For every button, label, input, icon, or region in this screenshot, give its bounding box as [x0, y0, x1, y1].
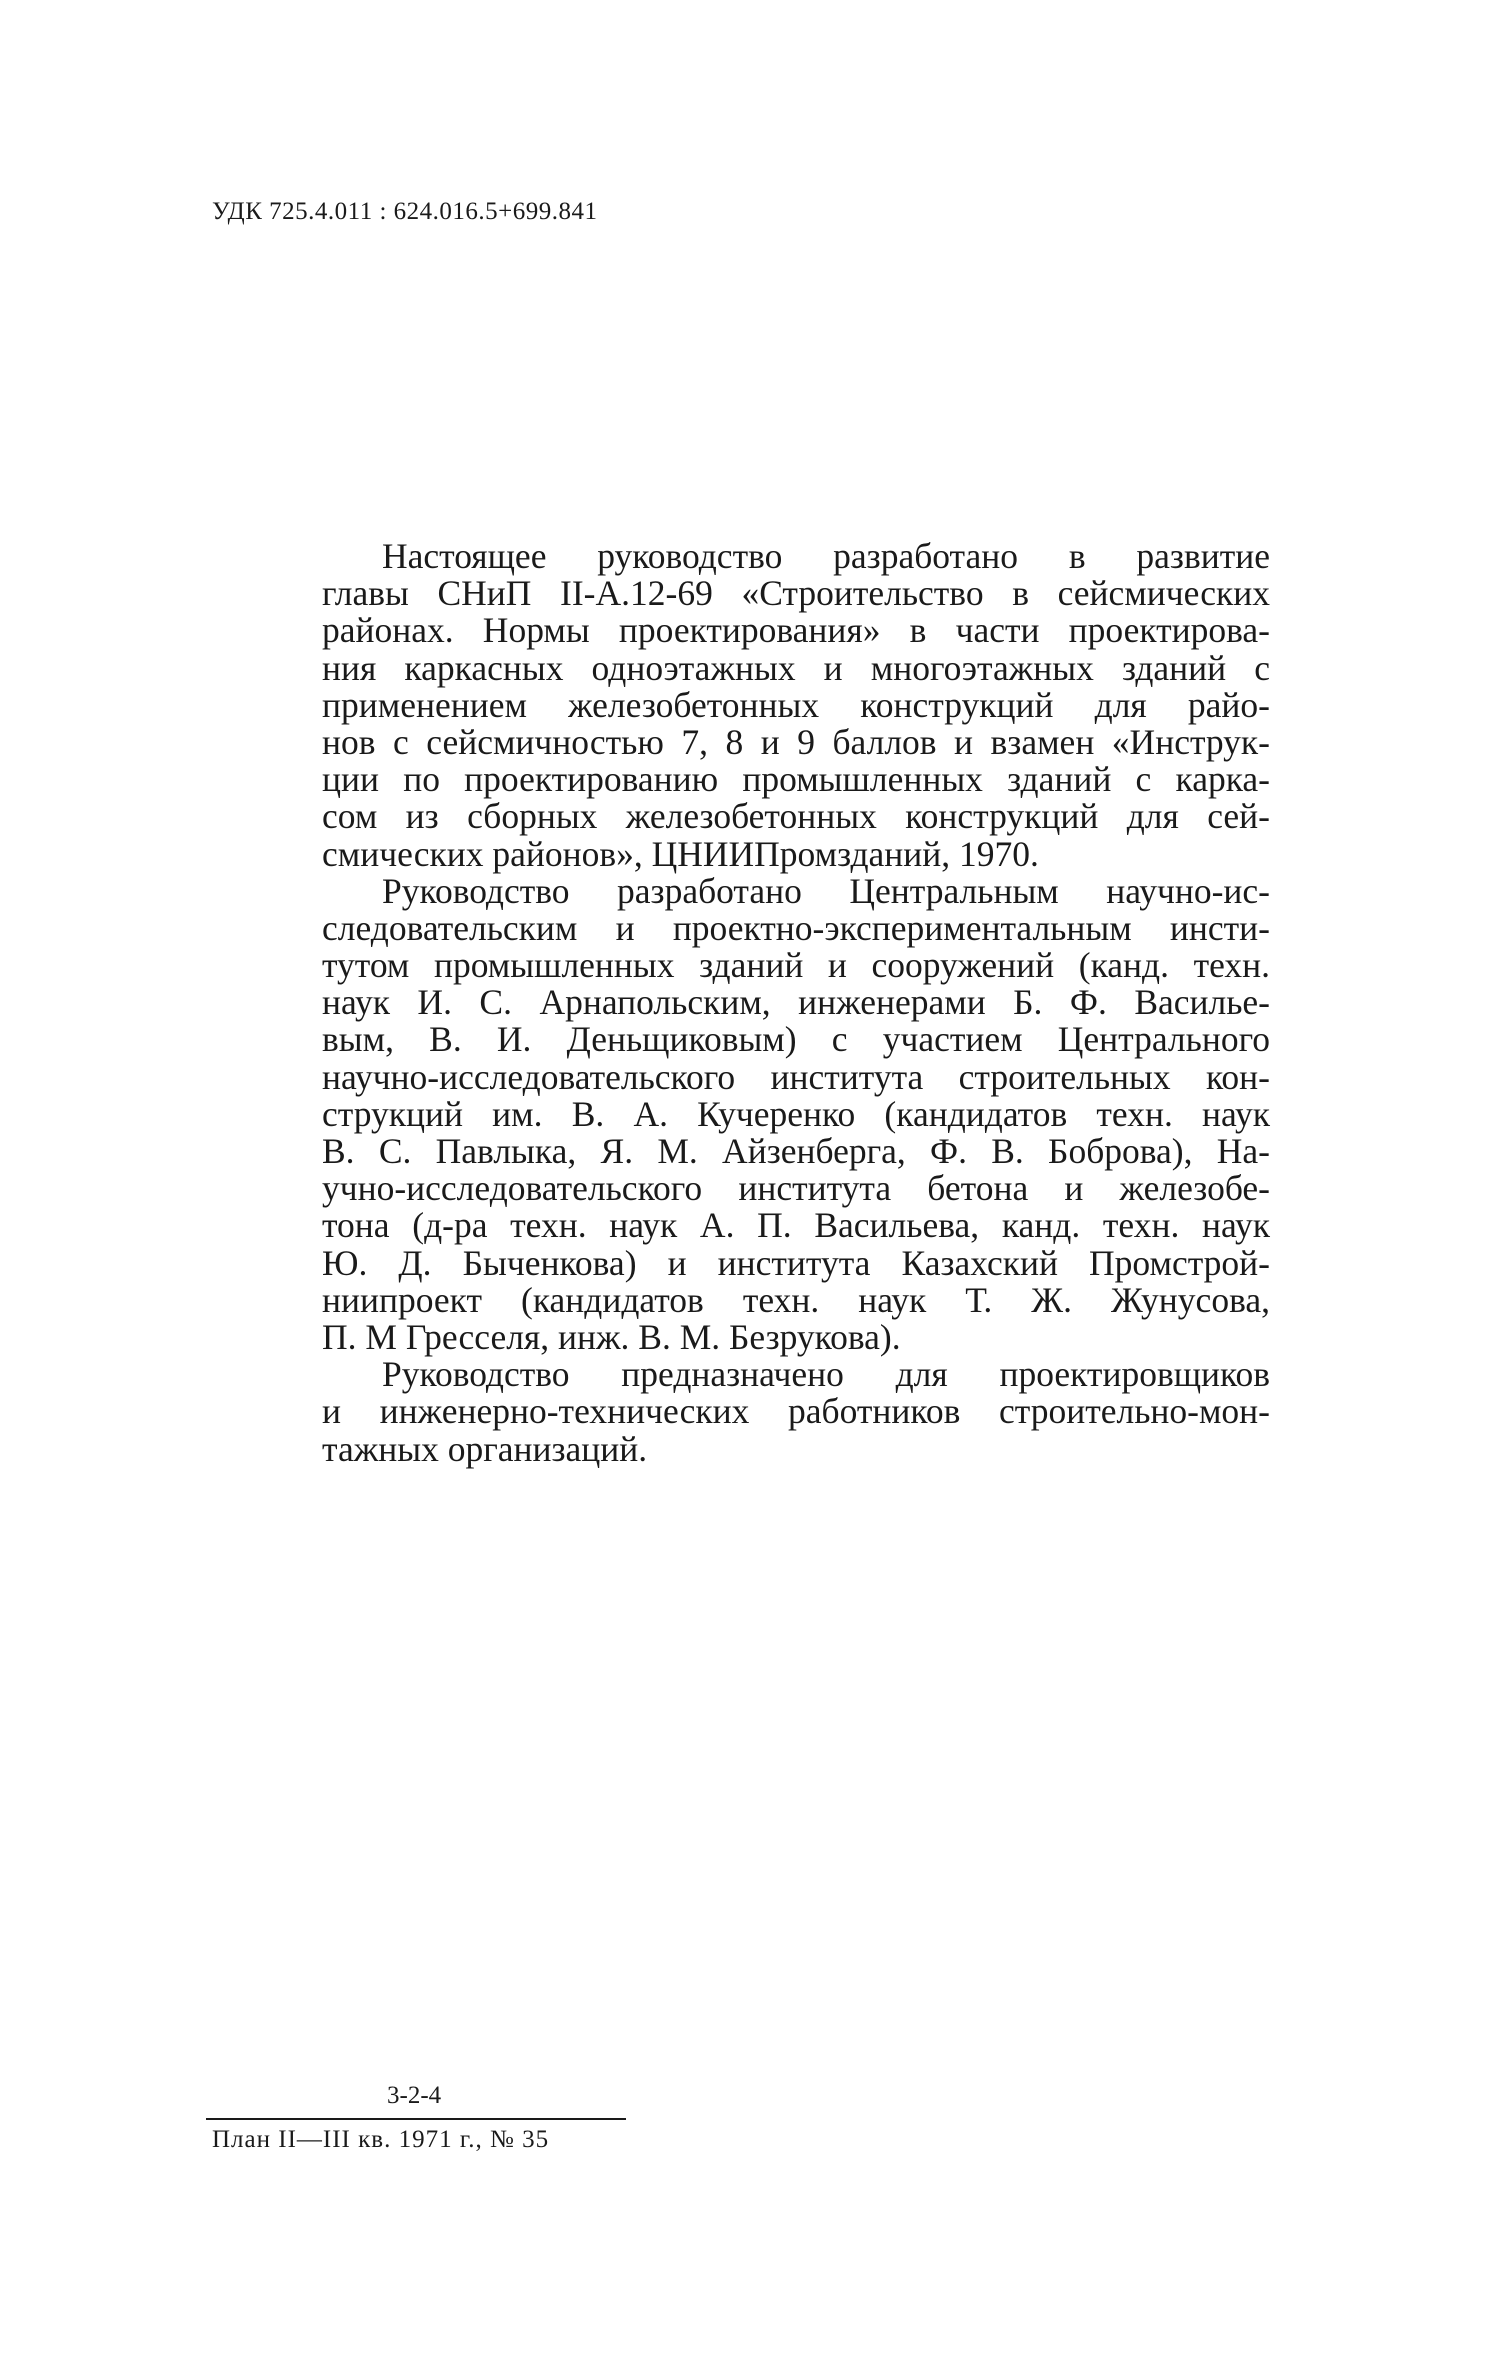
text-line: сом из сборных железобетонных конструкций для сей- [322, 796, 1270, 837]
paragraph-authors [322, 870, 1270, 1357]
text-line: научно-исследовательского института строительных кон- [322, 1056, 1270, 1097]
text-line: Руководство предназначено для проектировщиков [382, 1354, 1270, 1395]
imprint-code: 3-2-4 [387, 2082, 442, 2109]
udk-classification: УДК 725.4.011 : 624.016.5+699.841 [212, 198, 598, 225]
text-line: учно-исследовательского института бетона и железобе- [322, 1168, 1270, 1209]
text-line: применением железобетонных конструкций для райо- [322, 684, 1270, 725]
text-line: главы СНиП II-А.12-69 «Строительство в сейсмических [322, 573, 1270, 614]
text-line: тажных организаций. [322, 1428, 648, 1469]
text-line: В. С. Павлыка, Я. М. Айзенберга, Ф. В. Боброва), На- [322, 1131, 1270, 1171]
text-line: ниипроект (кандидатов техн. наук Т. Ж. Жунусова, [322, 1279, 1270, 1320]
text-line: смических районов», ЦНИИПромзданий, 1970. [322, 833, 1039, 874]
text-line: и инженерно-технических работников строительно-мон- [322, 1391, 1270, 1432]
paragraph-intro [322, 538, 1270, 873]
main-text [322, 538, 1270, 1468]
text-line: следовательским и проектно-экспериментальным инсти- [322, 907, 1270, 948]
text-line: Настоящее руководство разработано в развитие [382, 536, 1270, 576]
text-line: районах. Нормы проектирования» в части проектирова- [322, 610, 1270, 651]
text-line: П. М Гресселя, инж. В. М. Безрукова). [322, 1316, 901, 1357]
publication-plan: План II—III кв. 1971 г., № 35 [212, 2126, 550, 2153]
footer-divider [206, 2118, 626, 2120]
text-line: Руководство разработано Центральным научно-ис- [382, 870, 1270, 911]
text-line: вым, В. И. Деньщиковым) с участием Центрального [322, 1019, 1270, 1060]
text-line: струкций им. В. А. Кучеренко (кандидатов техн. наук [322, 1093, 1270, 1134]
text-line: ции по проектированию промышленных зданий с карка- [322, 759, 1270, 800]
text-line: нов с сейсмичностью 7, 8 и 9 баллов и взамен «Инструк- [322, 721, 1270, 762]
text-line: тона (д-ра техн. наук А. П. Васильева, канд. техн. наук [322, 1205, 1270, 1246]
text-line: Ю. Д. Быченкова) и института Казахский Промстрой- [322, 1242, 1270, 1283]
text-line: тутом промышленных зданий и сооружений (канд. техн. [322, 945, 1270, 986]
paragraph-audience [322, 1356, 1270, 1468]
text-line: наук И. С. Арнапольским, инженерами Б. Ф. Василье- [322, 982, 1270, 1023]
text-line: ния каркасных одноэтажных и многоэтажных зданий с [322, 647, 1270, 688]
